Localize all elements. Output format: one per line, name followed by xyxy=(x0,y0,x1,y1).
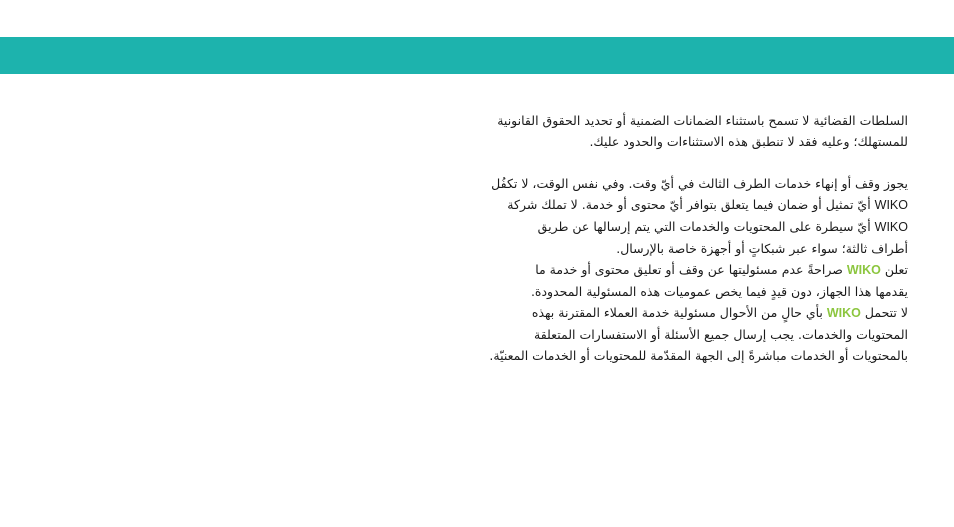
text-fragment: تعلن xyxy=(880,262,908,277)
text-line: أطراف ثالثة؛ سواء عبر شبكاتٍ أو أجهزة خاصة بالإرسال. xyxy=(616,241,908,256)
text-line: المحتويات والخدمات. يجب إرسال جميع الأسئلة أو الاستفسارات المتعلقة xyxy=(534,327,908,342)
text-fragment: لا تتحمل xyxy=(860,305,908,320)
brand-plain: WIKO xyxy=(874,198,908,212)
text-fragment: أيّ تمثيل أو ضمان فيما يتعلق بتوافر أيّ محتوى أو خدمة. لا تملك شركة xyxy=(507,197,875,212)
text-fragment: صراحةً عدم مسئوليتها عن وقف أو تعليق محتوى أو خدمة ما xyxy=(535,262,847,277)
paragraph-spacer xyxy=(480,152,908,173)
brand-highlight: WIKO xyxy=(826,306,861,320)
text-line xyxy=(480,194,908,216)
text-fragment: أيّ سيطرة على المحتويات والخدمات التي يتم إرسالها عن طريق xyxy=(537,219,875,234)
text-line: للمستهلك؛ وعليه فقد لا تنطبق هذه الاستثناءات والحدود عليك. xyxy=(589,134,908,149)
text-line: بالمحتويات أو الخدمات مباشرةً إلى الجهة المقدّمة للمحتويات أو الخدمات المعنيّة. xyxy=(489,348,908,363)
document-body xyxy=(480,110,908,366)
text-line xyxy=(480,216,908,238)
paragraph-disclaimer xyxy=(480,259,908,302)
text-line: يقدمها هذا الجهاز، دون قيدٍ فيما يخص عموميات هذه المسئولية المحدودة. xyxy=(530,284,908,299)
paragraph-legal-rights xyxy=(480,110,908,152)
header-band xyxy=(0,37,954,74)
paragraph-third-party xyxy=(480,173,908,259)
text-line: السلطات القضائية لا تسمح باستثناء الضمانات الضمنية أو تحديد الحقوق القانونية xyxy=(497,113,908,128)
text-fragment: بأي حالٍ من الأحوال مسئولية خدمة العملاء المقترنة بهذه xyxy=(531,305,827,320)
paragraph-customer-service xyxy=(480,302,908,366)
text-line: يجوز وقف أو إنهاء خدمات الطرف الثالث في أيّ وقت. وفي نفس الوقت، لا تكفُل xyxy=(491,176,908,191)
text-line xyxy=(480,302,908,324)
brand-highlight: WIKO xyxy=(846,263,881,277)
brand-plain: WIKO xyxy=(874,220,908,234)
text-line xyxy=(480,259,908,281)
